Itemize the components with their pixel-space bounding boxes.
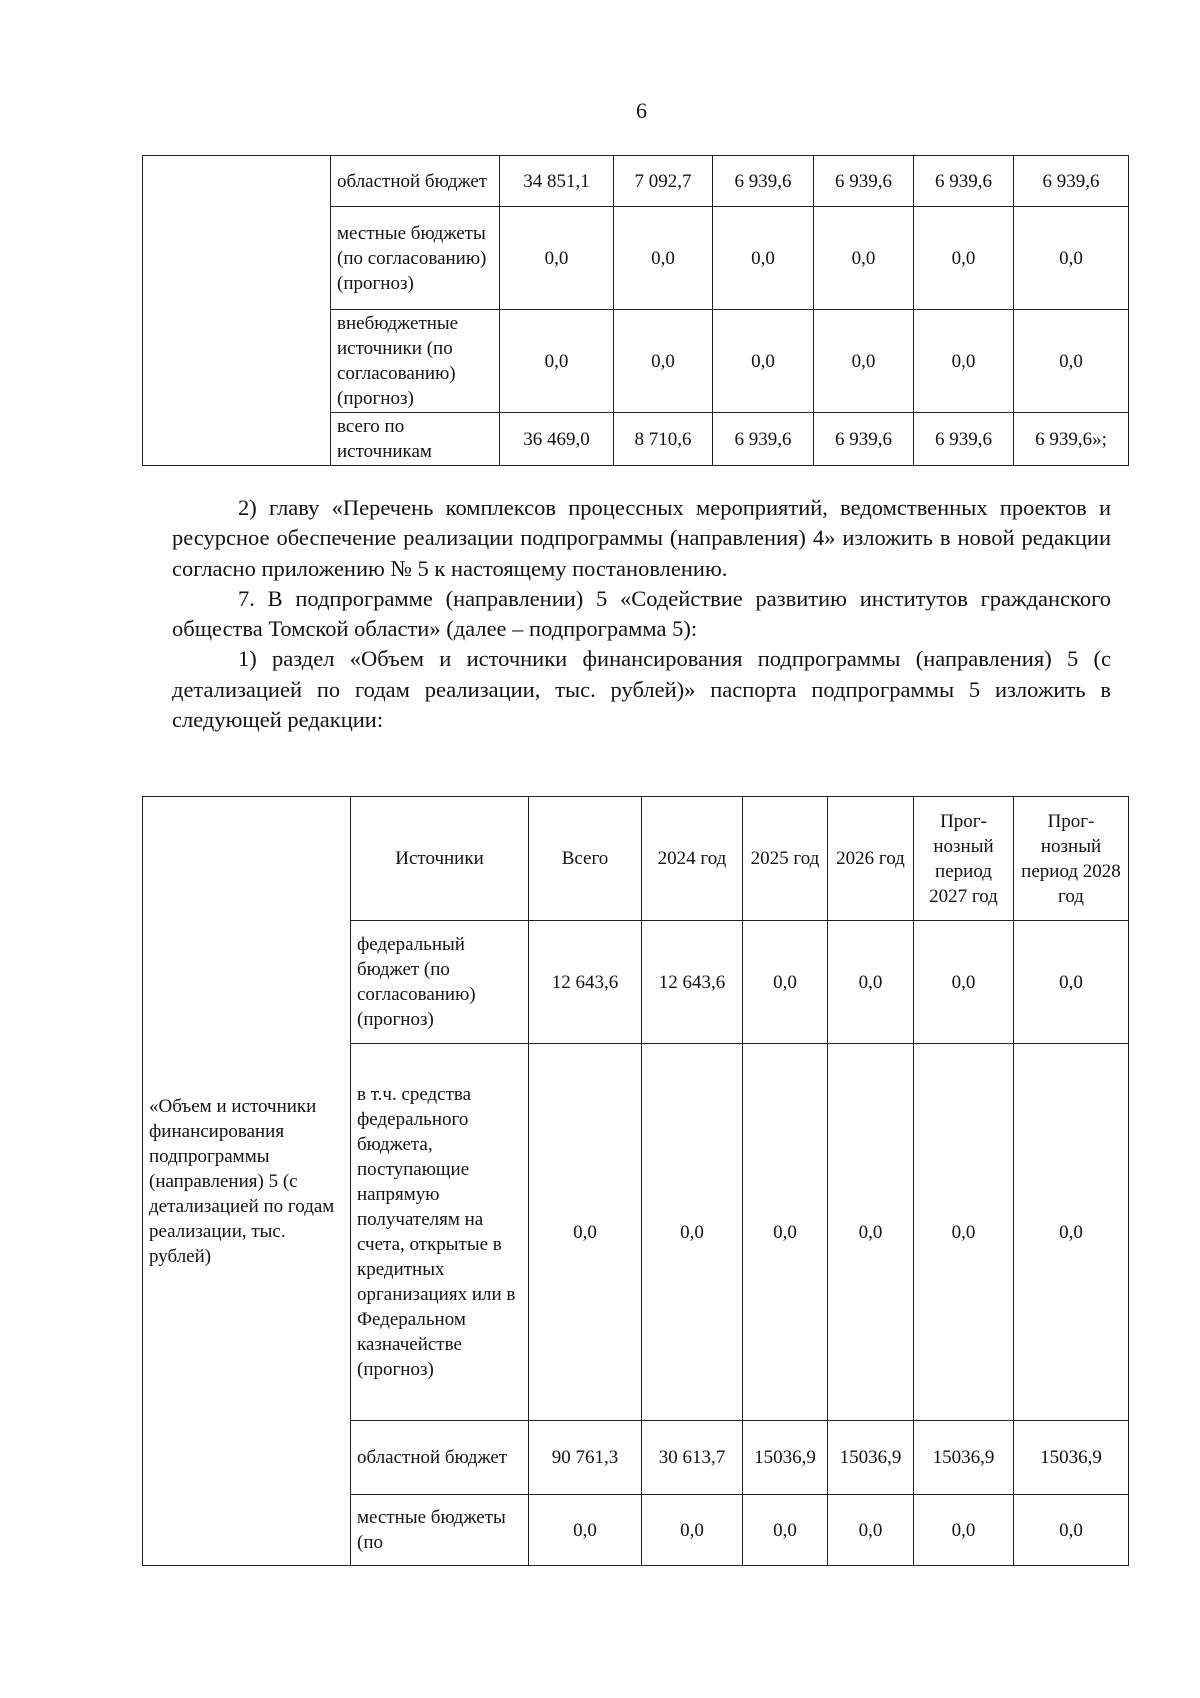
value-cell: 0,0 (1014, 310, 1129, 413)
value-cell: 6 939,6 (914, 413, 1014, 466)
value-cell: 0,0 (828, 921, 914, 1044)
value-cell: 15036,9 (914, 1421, 1014, 1495)
value-cell: 12 643,6 (529, 921, 642, 1044)
value-cell: 6 939,6 (914, 156, 1014, 207)
value-cell: 15036,9 (743, 1421, 828, 1495)
value-cell: 0,0 (529, 1044, 642, 1421)
value-cell: 0,0 (743, 1495, 828, 1566)
paragraph-section-5: 1) раздел «Объем и источники финансирования подпрограммы (направления) 5 (с детализацией по годам реализации, тыс. рублей)» паспорта подпрограммы 5 изложить в следующей редакции: (172, 646, 1111, 733)
funding-table-subprogram-5 (142, 796, 1129, 1566)
empty-label-cell (143, 156, 331, 466)
row-label-cell: «Объем и источники финансирования подпрограммы (направления) 5 (с детализацией по годам реализации, тыс. рублей) (143, 797, 351, 1566)
source-cell: местные бюджеты (по (351, 1495, 529, 1566)
value-cell: 0,0 (529, 1495, 642, 1566)
source-cell: федеральный бюджет (по согласованию) (прогноз) (351, 921, 529, 1044)
value-cell: 0,0 (914, 310, 1014, 413)
value-cell: 6 939,6 (713, 156, 814, 207)
value-cell: 0,0 (1014, 1044, 1129, 1421)
value-cell: 15036,9 (828, 1421, 914, 1495)
value-cell: 34 851,1 (500, 156, 614, 207)
value-cell: 8 710,6 (614, 413, 713, 466)
value-cell: 0,0 (814, 310, 914, 413)
value-cell: 7 092,7 (614, 156, 713, 207)
value-cell: 0,0 (743, 1044, 828, 1421)
value-cell: 0,0 (828, 1495, 914, 1566)
source-cell: всего по источникам (331, 413, 500, 466)
value-cell: 0,0 (614, 310, 713, 413)
paragraph-subprogram-5: 7. В подпрограмме (направлении) 5 «Содействие развитию институтов гражданского общества Томской области» (далее – подпрограмма 5): (172, 585, 1111, 642)
value-cell: 0,0 (642, 1495, 743, 1566)
source-cell: внебюджетные источники (по согласованию) (прогноз) (331, 310, 500, 413)
value-cell: 0,0 (1014, 1495, 1129, 1566)
value-cell: 6 939,6 (814, 156, 914, 207)
table-header-row (143, 797, 1129, 921)
value-cell: 0,0 (500, 207, 614, 310)
value-cell: 0,0 (1014, 207, 1129, 310)
header-cell: 2026 год (828, 797, 914, 921)
value-cell: 6 939,6 (713, 413, 814, 466)
header-cell: Прог-нозный период 2028 год (1014, 797, 1129, 921)
header-cell: 2025 год (743, 797, 828, 921)
table-row (143, 156, 1129, 207)
value-cell: 0,0 (828, 1044, 914, 1421)
value-cell: 0,0 (713, 207, 814, 310)
value-cell: 6 939,6»; (1014, 413, 1129, 466)
value-cell: 0,0 (914, 921, 1014, 1044)
header-cell: Всего (529, 797, 642, 921)
value-cell: 0,0 (914, 207, 1014, 310)
value-cell: 0,0 (914, 1495, 1014, 1566)
value-cell: 0,0 (614, 207, 713, 310)
header-cell: Прог-нозный период 2027 год (914, 797, 1014, 921)
value-cell: 0,0 (500, 310, 614, 413)
source-cell: областной бюджет (351, 1421, 529, 1495)
source-cell: местные бюджеты (по согласованию) (прогноз) (331, 207, 500, 310)
value-cell: 15036,9 (1014, 1421, 1129, 1495)
value-cell: 0,0 (814, 207, 914, 310)
source-cell: областной бюджет (331, 156, 500, 207)
value-cell: 0,0 (713, 310, 814, 413)
value-cell: 90 761,3 (529, 1421, 642, 1495)
value-cell: 0,0 (642, 1044, 743, 1421)
funding-table-subprogram-4-continued (142, 155, 1129, 466)
page-number: 6 (636, 98, 647, 123)
header-cell: Источники (351, 797, 529, 921)
value-cell: 36 469,0 (500, 413, 614, 466)
paragraph-chapter-4: 2) главу «Перечень комплексов процессных мероприятий, ведомственных проектов и ресурсное обеспечение реализации подпрограммы (направления) 4» изложить в новой редакции согласно приложению № 5 к настоящему постановлению. (172, 495, 1111, 581)
body-text (172, 493, 1111, 735)
value-cell: 0,0 (914, 1044, 1014, 1421)
value-cell: 12 643,6 (642, 921, 743, 1044)
value-cell: 30 613,7 (642, 1421, 743, 1495)
value-cell: 0,0 (1014, 921, 1129, 1044)
header-cell: 2024 год (642, 797, 743, 921)
source-cell: в т.ч. средства федерального бюджета, поступающие напрямую получателям на счета, открытые в кредитных организациях или в Федеральном казначействе (прогноз) (351, 1044, 529, 1421)
value-cell: 6 939,6 (1014, 156, 1129, 207)
value-cell: 0,0 (743, 921, 828, 1044)
value-cell: 6 939,6 (814, 413, 914, 466)
